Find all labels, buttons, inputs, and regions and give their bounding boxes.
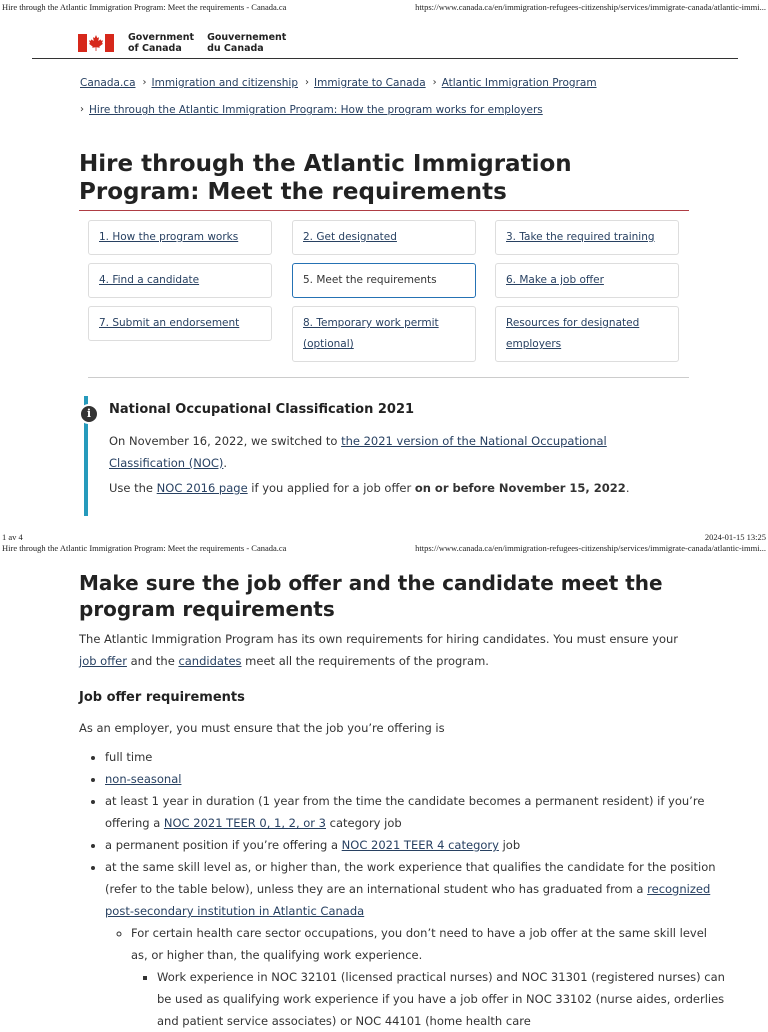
step-7[interactable]: 7. Submit an endorsement bbox=[88, 306, 272, 341]
list-item: • at least 1 year in duration (1 year from the time the candidate becomes a permanent resident) if you’re offering a NOC 2021 TEER 0, 1, 2, or 3 category job bbox=[105, 790, 725, 834]
print-header-page-2 bbox=[0, 543, 768, 557]
breadcrumb-atlantic-immigration-program[interactable]: Atlantic Immigration Program bbox=[441, 77, 597, 89]
breadcrumb-separator-icon: › bbox=[80, 104, 84, 115]
title-underline bbox=[79, 210, 689, 211]
step-6[interactable]: 6. Make a job offer bbox=[495, 263, 679, 298]
print-header-title: Hire through the Atlantic Immigration Program: Meet the requirements - Canada.ca bbox=[2, 2, 287, 12]
print-footer-datetime: 2024-01-15 13:25 bbox=[704, 532, 766, 542]
print-header-url: https://www.canada.ca/en/immigration-refugees-citizenship/services/immigrate-canada/atlantic-immi... bbox=[415, 543, 766, 553]
step-4[interactable]: 4. Find a candidate bbox=[88, 263, 272, 298]
recognized-institution-link[interactable]: recognized post-secondary institution in Atlantic Canada bbox=[105, 882, 711, 918]
step-1[interactable]: 1. How the program works bbox=[88, 220, 272, 255]
job-offer-requirements-heading: Job offer requirements bbox=[79, 690, 245, 705]
breadcrumb-how-program-works[interactable]: Hire through the Atlantic Immigration Program: How the program works for employers bbox=[89, 104, 543, 116]
breadcrumb-separator-icon: › bbox=[142, 77, 147, 88]
step-8[interactable]: 8. Temporary work permit (optional) bbox=[292, 306, 476, 362]
canada-flag-icon bbox=[78, 34, 114, 52]
alert-paragraph-1: On November 16, 2022, we switched to the 2021 version of the National Occupational Classification (NOC). bbox=[109, 434, 607, 470]
requirements-lead: As an employer, you must ensure that the job you’re offering is bbox=[79, 721, 445, 735]
info-icon: i bbox=[79, 404, 99, 424]
alert-paragraph-2: Use the NOC 2016 page if you applied for a job offer on or before November 15, 2022. bbox=[109, 481, 630, 495]
job-offer-link[interactable]: job offer bbox=[79, 654, 127, 668]
breadcrumb-canada-ca[interactable]: Canada.ca bbox=[80, 77, 136, 89]
section-intro: The Atlantic Immigration Program has its own requirements for hiring candidates. You must ensure your job offer and the candidates meet all the requirements of the program. bbox=[79, 632, 679, 668]
list-item: • a permanent position if you’re offering a NOC 2021 TEER 4 category job bbox=[105, 834, 725, 856]
step-5-current[interactable]: 5. Meet the requirements bbox=[292, 263, 476, 298]
print-footer-page: 1 av 4 bbox=[2, 532, 23, 542]
breadcrumb-immigrate-to-canada[interactable]: Immigrate to Canada bbox=[314, 77, 426, 89]
job-offer-requirements-list bbox=[79, 746, 725, 1032]
breadcrumb-separator-icon: › bbox=[432, 77, 437, 88]
breadcrumb-separator-icon: › bbox=[305, 77, 309, 88]
alert-title: National Occupational Classification 2021 bbox=[109, 402, 415, 417]
list-item: • full time bbox=[105, 746, 725, 768]
noc-teer-4-link[interactable]: NOC 2021 TEER 4 category bbox=[341, 838, 499, 852]
signature-fr: Gouvernement du Canada bbox=[207, 32, 287, 54]
print-header bbox=[0, 2, 768, 16]
breadcrumb bbox=[80, 75, 700, 129]
steps-divider bbox=[88, 377, 689, 378]
print-header-url: https://www.canada.ca/en/immigration-refugees-citizenship/services/immigrate-canada/atlantic-immi... bbox=[415, 2, 766, 12]
noc-teer-0-3-link[interactable]: NOC 2021 TEER 0, 1, 2, or 3 bbox=[163, 816, 326, 830]
section-heading: Make sure the job offer and the candidate meet the program requirements bbox=[79, 571, 663, 621]
noc-2021-link[interactable]: the 2021 version of the National Occupational Classification (NOC) bbox=[109, 434, 607, 470]
non-seasonal-link[interactable]: non-seasonal bbox=[105, 772, 182, 786]
print-header-title: Hire through the Atlantic Immigration Program: Meet the requirements - Canada.ca bbox=[2, 543, 287, 553]
candidates-link[interactable]: candidates bbox=[178, 654, 242, 668]
list-item: ▪ Work experience in NOC 32101 (licensed practical nurses) and NOC 31301 (registered nurses) can be used as qualifying work experience if you have a job offer in NOC 33102 (nurse aides, orderlies and patient service associates) or NOC 44101 (home health care bbox=[157, 966, 725, 1032]
breadcrumb-immigration-citizenship[interactable]: Immigration and citizenship bbox=[151, 77, 298, 89]
noc-alert bbox=[84, 396, 688, 516]
noc-2016-link[interactable]: NOC 2016 page bbox=[156, 481, 248, 495]
maple-leaf-icon bbox=[89, 35, 103, 51]
gov-signature[interactable] bbox=[78, 30, 286, 56]
list-item: ◦ For certain health care sector occupations, you don’t need to have a job offer at the same skill level as, or higher than, the qualifying work experience. ▪ Work experience in NOC 32101 (licensed practical nurses) and NOC 31301 (registered nurses) can be used as qualifying work experience if you have a job offer in NOC 33102 (nurse aides, orderlies and patient service associates) or NOC 44101 (home health care bbox=[131, 922, 725, 1032]
step-resources[interactable]: Resources for designated employers bbox=[495, 306, 679, 362]
list-item bbox=[105, 768, 725, 790]
header-divider bbox=[32, 58, 738, 59]
step-2[interactable]: 2. Get designated bbox=[292, 220, 476, 255]
page-title: Hire through the Atlantic Immigration Program: Meet the requirements bbox=[79, 151, 572, 205]
list-item: • at the same skill level as, or higher than, the work experience that qualifies the candidate for the position (refer to the table below), unless they are an international student who has graduated from a recognized post-secondary institution in Atlantic Canada ◦ For certain health care sector occupations, you don’t need to have a job offer at the same skill level as, or higher than, the qualifying work experience. ▪ Work experience in NOC 32101 (licensed practical nurses) and NOC 31301 (registered nurses) can be used as qualifying work experience if you have a job offer in NOC 33102 (nurse aides, orderlies and patient service associates) or NOC 44101 (home health care bbox=[105, 856, 725, 1032]
step-3[interactable]: 3. Take the required training bbox=[495, 220, 679, 255]
signature-en: Government of Canada bbox=[128, 32, 195, 54]
